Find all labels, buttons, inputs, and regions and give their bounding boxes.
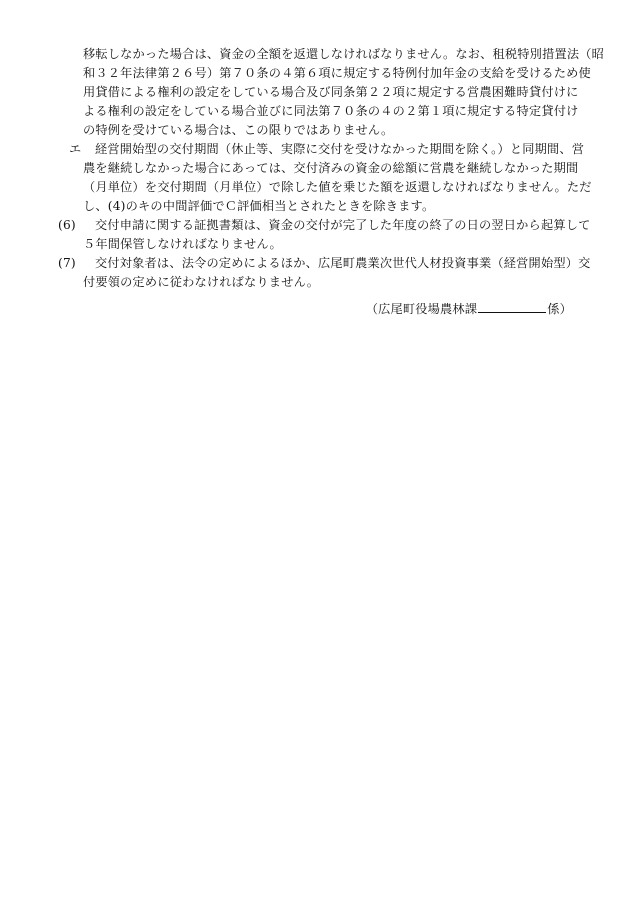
footer-department: （広尾町役場農林課 (365, 302, 478, 316)
section-blank-field (478, 300, 546, 313)
paragraph-line: 移転しなかった場合は、資金の全額を返還しなければなりません。なお、租税特別措置法（昭 (83, 47, 605, 61)
item-line: 付要領の定めに従わなければなりません。 (83, 275, 320, 289)
item-line: 経営開始型の交付期間（休止等、実際に交付を受けなかった期間を除く。）と同期間、営 (95, 142, 585, 156)
item-line: 交付対象者は、法令の定めによるほか、広尾町農業次世代人材投資事業（経営開始型）交 (95, 256, 591, 270)
item-line: （月単位）を交付期間（月単位）で除した値を乗じた額を返還しなければなりません。ただ (83, 180, 592, 194)
item-line: 交付申請に関する証拠書類は、資金の交付が完了した年度の終了の日の翌日から起算して (95, 218, 591, 232)
item-marker: (6) (58, 218, 76, 232)
paragraph-line: よる権利の設定をしている場合並びに同法第７０条の４の２第１項に規定する特定貸付け (83, 104, 579, 118)
item-marker: (7) (58, 256, 76, 270)
paragraph-line: の特例を受けている場合は、この限りではありません。 (83, 123, 394, 137)
contact-footer (366, 300, 572, 318)
footer-suffix: 係） (547, 302, 572, 316)
paragraph-line: 和３２年法律第２６号）第７０条の４第６項に規定する特例付加年金の支給を受けるため使 (83, 66, 591, 80)
item-line: ５年間保管しなければなりません。 (83, 237, 282, 251)
paragraph-line: 用貸借による権利の設定をしている場合及び同条第２２項に規定する営農困難時貸付けに (83, 85, 579, 99)
item-marker: エ (69, 142, 82, 156)
item-line: し、(4)のキの中間評価でＣ評価相当とされたときを除きます。 (83, 199, 435, 213)
item-line: 農を継続しなかった場合にあっては、交付済みの資金の総額に営農を継続しなかった期間 (83, 161, 579, 175)
